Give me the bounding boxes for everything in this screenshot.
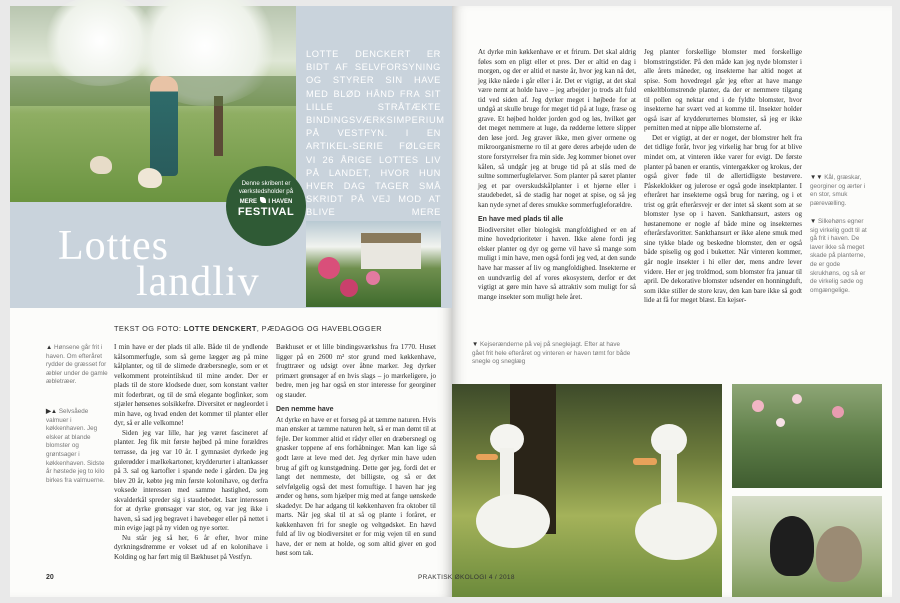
silkie-hen — [770, 516, 814, 576]
arrow-down-icon: ▼ — [810, 218, 817, 225]
caption-silkies-text: Silkehøns egner sig virkelig godt til at gå frit i haven. De laver ikke så meget skade på planterne, de er gode skrukhøns, og så er de virkelig søde og omgængelige. — [810, 218, 867, 294]
caption-hens-text: Hønsene går frit i haven. Om efteråret rydder de græsset for æbler under de gamle æbletræer. — [46, 344, 108, 386]
dahlia-flower — [832, 406, 844, 418]
duck-body — [476, 494, 550, 548]
paragraph: Bækhuset er et lille bindingsværkshus fra 1770. Huset ligger på en 2600 m² stor grund med køkkenhave, frugttræer og udsigt over åbne marker. Jeg dyrker primært grønsager af en hvis slags – jo mærkeligere, jo bedre, men jeg har også en stor interesse for georginer og stauder. — [276, 343, 436, 399]
article-column-2 — [276, 343, 436, 559]
byline-suffix: , PÆDAGOG OG HAVEBLOGGER — [256, 324, 383, 333]
thatched-house — [361, 233, 421, 269]
badge-brand-top — [226, 197, 306, 205]
arrow-up-icon: ▲ — [46, 344, 53, 351]
poppy-flower — [366, 271, 380, 285]
duck-beak — [633, 458, 657, 465]
inset-photo-poppies — [306, 221, 441, 307]
page-title-line2: landliv — [136, 259, 260, 305]
duck-body — [635, 502, 717, 560]
silkie-hen — [816, 526, 862, 582]
paragraph: Nu står jeg så her, 6 år efter, hvor mine dyrkningsdrømme er vokset ud af en kolonihave i Kolding og har ført mig til Bækhuset på Vestfyn. — [114, 533, 268, 562]
duck — [627, 424, 717, 574]
woman-figure — [150, 76, 178, 176]
arrow-down-icon: ▼ — [472, 341, 479, 348]
caption-poppies-text: Selvsåede valmuer i køkkenhaven. Jeg elsker at blande blomster og grøntsager i køkkenhaven. Sidste år høstede jeg to kilo birkes fra valmuerne. — [46, 408, 105, 484]
silkie-hens-photo — [732, 496, 882, 597]
duck-neck — [500, 448, 514, 498]
dahlia-flower — [776, 418, 785, 427]
caption-silkies — [810, 218, 872, 295]
leaf-icon — [260, 197, 266, 203]
caption-ducks — [472, 341, 632, 367]
right-page — [418, 6, 892, 597]
duck — [470, 424, 550, 564]
intro-text: LOTTE DENCKERT ER BIDT AF SELVFORSYNING OG STYRER SIN HAVE MED BLØD HÅND FRA SIT LILLE STRÅTÆKTE BINDINGSVÆRKSIMPERIUM PÅ VESTFYN. I EN ARTIKEL-SERIE FØLGER VI 26 ÅRIGE LOTTES LIV PÅ LANDET, HVOR HUN HVER DAG TAGER SMÅ SKRIDT PÅ VEJ MOD AT BLIVE MERE — [306, 49, 445, 218]
badge-brand-festival: FESTIVAL — [237, 206, 295, 219]
caption-vegetables — [810, 174, 872, 208]
paragraph: Jeg planter forskellige blomster med forskellige blomstringstider. På den måde kan jeg nyde blomster i alle årets måneder, og insekterne har altid noget at spise. Som hovedregel går jeg efter at have mange enkeltblomstrende planter, da der er nemmere tilgang til pollen og nektar end i de fyldte blomster, hvor insekterne har svært ved at komme til. Insekter holder også især af krydderurternes blomster, så jeg er ikke pernitten med at nippe alle blomsterne af. — [644, 48, 802, 133]
hero-panel — [10, 6, 452, 308]
poppy-flower — [340, 279, 358, 297]
caption-hens — [46, 344, 108, 387]
duck-neck — [661, 450, 677, 506]
paragraph: I min have er der plads til alle. Både til de yndlende kålsommerfugle, som så gerne lægger æg på mine kålplanter, og til de slimede dræbersnegle, som er et velkomment proteintilskud til mine ænder. Der er plads til de store klodsede duer, som konstant vælter mit foderbræt, og til de små elegante bogfinker, som stjæler hønsenes solsikkefrø. Diversitet er nøgleordet i min have, og hvad enden det kommer til planter eller dyr, så er alle velkomne! — [114, 343, 268, 428]
blossom-tree — [40, 0, 160, 86]
hen — [90, 156, 112, 174]
caption-vegetables-text: Kål, græskar, georginer og ærter i en stor, smuk pærevælling. — [810, 174, 866, 207]
page-title-line1: Lottes — [58, 223, 169, 269]
page-number: 20 — [46, 574, 54, 581]
badge-brand-haven: I HAVEN — [268, 199, 293, 206]
article-column-1 — [114, 343, 268, 563]
left-page — [10, 6, 452, 597]
paragraph: Siden jeg var lille, har jeg været fascineret af planter. Jeg fik mit første højbed på mine forældres terrasse, da jeg var 10 år. I gymnasiet dyrkede jeg gulerødder i mælkekartoner, krydderurter i altankasser på 3. sal og kartofler i spande nede i gården. Da jeg blev 20 år, købte jeg min første kolonihave, og derfra voksede interessen med samme hastighed, som skvalderkål spreder sig i staudebedet. Især interessen for at dyrke grønsager var stor, og var jeg ikke i haven, så sad jeg begravet i havebøger eller på nettet i min evige jagt på ny viden og nye sorter. — [114, 428, 268, 533]
byline — [114, 324, 382, 333]
subheading: En have med plads til alle — [478, 216, 564, 224]
caption-poppies — [46, 408, 108, 485]
arrow-right-icon: ▶▲ — [46, 408, 58, 415]
byline-prefix: TEKST OG FOTO: — [114, 324, 184, 333]
badge-brand-mere: MERE — [239, 199, 258, 206]
flower-garden-photo — [732, 384, 882, 488]
caption-ducks-text: Kejserænderne på vej på sneglejagt. Efter at have gået frit hele efteråret og vinteren er haven tømt for både snegle og sneglæg — [472, 341, 631, 366]
byline-name: LOTTE DENCKERT — [183, 324, 257, 333]
paragraph: At dyrke min køkkenhave er et frirum. Det skal aldrig føles som en pligt eller et pres. Der er altid en dag i morgen, og der er altid et næste år, hvor jeg kan nå det, jeg ikke nåede i går eller i år. Det er vigtigt, at det skal være nemt at holde have – jeg arbejder jo trods alt fuld tid ved siden af. Jeg dyrker meget i højbede for at undgå at skulle bruge for meget tid på at luge, fræse og grave. Et højbed holder jorden god og løs, hvilket gør det meget nemmere at luge, da rødderne lettere slipper den løse jord. Jeg graver ikke, men giver ormene og mikroorganismerne ro til at gøre deres arbejde uden de store forstyrrelser fra min side. Jeg kommer bionet over kålen, så undgår jeg at bruge tid på at slås med de sultne sommerfuglelarver. Som planter på særet planter jeg et par overskudskålplanter i et hjørne eller i staudebedet, så de stadig har noget at spise, og så jeg kan nyde synet af deres smukke sommerfugleforældre. — [478, 48, 636, 209]
arrow-down-icon: ▼▼ — [810, 174, 823, 181]
article-column-4 — [644, 48, 802, 306]
paragraph: Biodiversitet eller biologisk mangfoldighed er en af mine hovedprioriteter i haven. Ikke alene fordi jeg elsker planter og dyr og gerne vil have så mange som muligt i min have, men også fordi jeg ved, at den sunde have har masser af liv og mangfoldighed. Insekterne er en uundværlig del af vores økosystem, derfor er det vigtigt at gøre min have så attraktiv som muligt for så mange insekter som muligt hele året. — [478, 225, 636, 301]
hen — [138, 168, 162, 188]
paragraph: Det er vigtigt, at der er noget, der blomstrer helt fra det tidlige forår, hvor jeg virkelig har brug for at blive mindet om, at vinteren ikke varer for evigt. De første planter på banen er erantis, vintergækker og krokus, der også giver føde til de allertidligste bestøvere. Påskeklokker og julerose er også gode insektplanter. I efteråret har insekterne også brug for næring, og i et trist og gråt efterårsvejr er der intet så skønt som at se blomster lyse op i haven. Sankthansurt, asters og høstanemone er nogle af både mine og insekternes efterårsfavoritter. Sankthansurt er ikke alene smuk med sine tykke blade og beskedne blomster, den er også både spiselig og god i buketter. Når vinteren kommer, går nogle insekter i hi eller dør, mens andre lever videre. Her er jeg troldmod, som blomster fra januar til april. De dekorative blomster udsender en honningduft, som ikke stiller de store krav, den kan bare ikke så godt lide at få for meget blæst. En kejser- — [644, 133, 802, 305]
magazine-footer: PRAKTISK ØKOLOGI 4 / 2018 — [418, 574, 515, 581]
dahlia-flower — [752, 400, 764, 412]
poppy-flower — [318, 257, 340, 279]
duck-beak — [476, 454, 498, 460]
dahlia-flower — [792, 394, 802, 404]
subheading: Den nemme have — [276, 406, 334, 414]
paragraph: At dyrke en have er et forsøg på at tæmme naturen. Hvis man ønsker at tæmme naturen helt, så er man dømt til at fejle. Der kommer altid et rådyr eller en dræbersnegl og gnasker toppene af ens forhåbninger. Man kan lige så godt lære at leve med det. Jeg dyrker min have uden brug af gift og kunstgødning. Dette gør jeg, fordi det er langt det nemmeste, det billigste, og så er det selvfølgelig også det mest fornuftige. I haven har jeg ænder og høns, som hjælper mig med at fange uønskede skadedyr. De har adgang til køkkenhaven fra oktober til marts. Når jeg skal til at så og plante i foråret, er køkkenhaven fri for snegle og veltgødsket. En hævd fuld af liv og biodiversitet er for mig vejen til en sund have, der er nem at holde, og som altid giver en god høst som tak. — [276, 415, 436, 558]
ducks-photo — [452, 384, 722, 597]
badge-text: Denne skribent er værkstedsholder på — [238, 180, 294, 195]
festival-badge — [226, 166, 306, 246]
article-column-3 — [478, 48, 636, 302]
